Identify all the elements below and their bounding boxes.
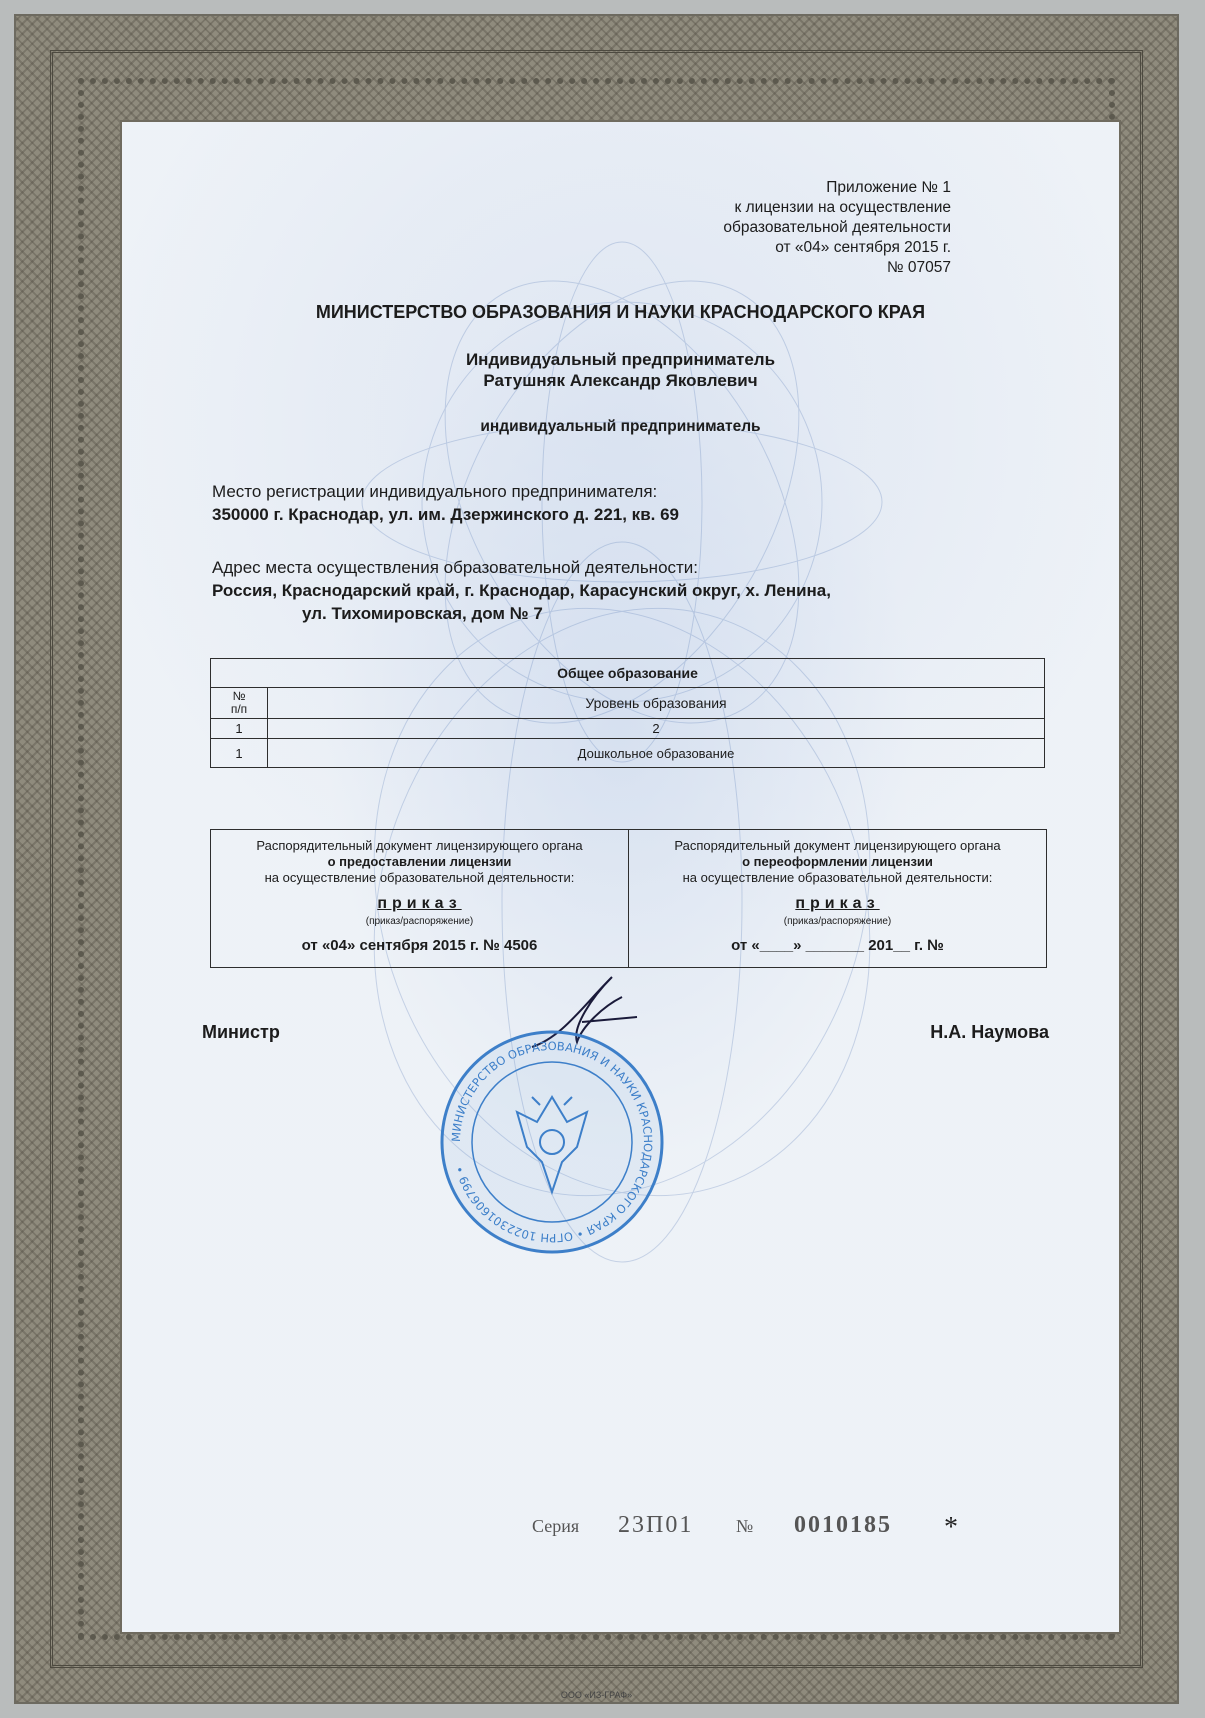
appendix-line: образовательной деятельности (723, 219, 951, 236)
index-cell: 2 (268, 719, 1045, 739)
order-caption: Распорядительный документ лицензирующего органа (256, 838, 583, 853)
column-header-level: Уровень образования (268, 688, 1045, 719)
index-cell: 1 (211, 719, 268, 739)
reissue-order-column (628, 830, 1046, 967)
licensee-short-type: индивидуальный предприниматель (480, 418, 761, 435)
order-kind: приказ (795, 895, 880, 912)
order-purpose: о предоставлении лицензии (327, 854, 512, 869)
asterisk-mark: * (944, 1512, 960, 1543)
column-header-number: № п/п (211, 688, 268, 719)
grant-order-column (211, 830, 628, 967)
education-table (210, 658, 1045, 768)
activity-address: Россия, Краснодарский край, г. Краснодар, Карасунский округ, х. Ленина, (212, 581, 831, 600)
ministry-heading: МИНИСТЕРСТВО ОБРАЗОВАНИЯ И НАУКИ КРАСНОДАРСКОГО КРАЯ (315, 302, 926, 322)
row-level: Дошкольное образование (268, 739, 1045, 768)
seal-ring-text: МИНИСТЕРСТВО ОБРАЗОВАНИЯ И НАУКИ КРАСНОДАРСКОГО КРАЯ • ОГРН 1022301606799 • (448, 1038, 656, 1246)
document-page (120, 120, 1121, 1634)
activity-address-line2: ул. Тихомировская, дом № 7 (302, 604, 543, 623)
order-date: от «____» _______ 201__ г. № (731, 937, 944, 954)
order-kind-hint: (приказ/распоряжение) (365, 916, 474, 927)
order-date: от «04» сентября 2015 г. № 4506 (301, 937, 538, 954)
signatory-position: Министр (202, 1022, 280, 1042)
series-value: 23П01 (618, 1512, 694, 1538)
licensee-type: Индивидуальный предприниматель (465, 350, 776, 369)
signatory-name: Н.А. Наумова (930, 1022, 1049, 1042)
appendix-title: Приложение № 1 (826, 179, 951, 196)
order-documents-box (210, 829, 1047, 968)
number-label: № (736, 1516, 754, 1536)
appendix-date: от «04» сентября 2015 г. (775, 239, 951, 256)
decorative-border (14, 14, 1179, 1704)
registration-address: 350000 г. Краснодар, ул. им. Дзержинского д. 221, кв. 69 (212, 505, 679, 524)
order-kind: приказ (377, 895, 462, 912)
official-seal (437, 1027, 667, 1257)
printer-imprint: ООО «ИЗ-ГРАФ» (560, 1690, 633, 1700)
order-caption: Распорядительный документ лицензирующего органа (674, 838, 1001, 853)
blank-number: 0010185 (794, 1512, 892, 1538)
table-row (211, 739, 1045, 768)
order-kind-hint: (приказ/распоряжение) (783, 916, 892, 927)
activity-address-label: Адрес места осуществления образовательной деятельности: (212, 558, 699, 577)
appendix-number: № 07057 (886, 259, 951, 276)
order-caption: на осуществление образовательной деятельности: (264, 870, 575, 885)
series-label: Серия (532, 1516, 580, 1536)
row-number: 1 (211, 739, 268, 768)
appendix-line: к лицензии на осуществление (734, 199, 951, 216)
registration-label: Место регистрации индивидуального предпринимателя: (212, 482, 658, 501)
table-title: Общее образование (211, 659, 1045, 688)
licensee-name: Ратушняк Александр Яковлевич (483, 371, 758, 390)
order-caption: на осуществление образовательной деятельности: (682, 870, 993, 885)
order-purpose: о переоформлении лицензии (742, 854, 933, 869)
